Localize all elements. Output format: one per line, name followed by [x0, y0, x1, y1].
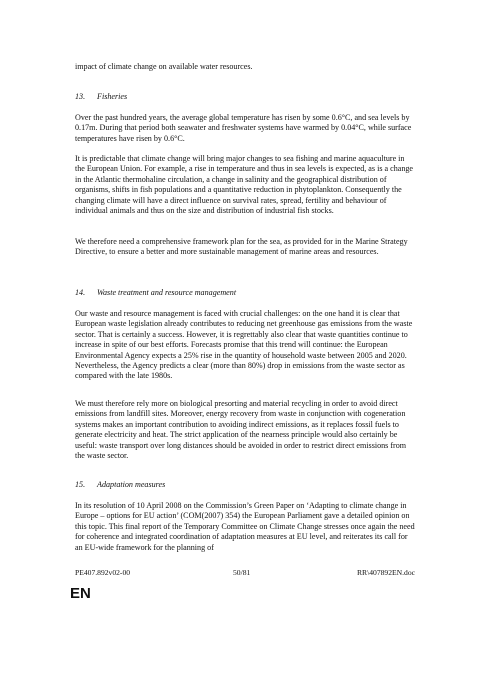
footer-document-reference: PE407.892v02-00: [75, 568, 131, 577]
section-title: Fisheries: [97, 92, 128, 101]
section-heading-waste: [75, 288, 415, 298]
language-code: EN: [70, 585, 91, 602]
paragraph: In its resolution of 10 April 2008 on the Commission’s Green Paper on ‘Adapting to climate change in Europe – options for EU action’ (COM(2007) 354) the European Parliament gave a detailed opinion on this topic. This final report of the Temporary Committee on Climate Change stresses once again the need for coherence and integrated coordination of adaptation measures at EU level, and reiterates its call for an EU-wide framework for the planning of: [75, 501, 415, 552]
section-title: Adaptation measures: [97, 480, 166, 489]
paragraph: It is predictable that climate change will bring major changes to sea fishing and marine aquaculture in the European Union. For example, a rise in temperature and thus in sea levels is expected, as is a change in the Atlantic thermohaline circulation, a change in salinity and the geographical distribution of organisms, shifts in fish populations and a quantitative reduction in phytoplankton. Consequently the changing climate will have a direct influence on survival rates, spread, fertility and behaviour of individual animals and thus on the size and distribution of industrial fish stocks.: [75, 154, 414, 216]
footer-page-number: 50/81: [233, 568, 251, 577]
paragraph: We therefore need a comprehensive framework plan for the sea, as provided for in the Marine Strategy Directive, to ensure a better and more sustainable management of marine areas and resources.: [75, 237, 408, 257]
paragraph: Over the past hundred years, the average global temperature has risen by some 0.6°C, and sea levels by 0.17m. During that period both seawater and freshwater systems have warmed by 0.04°C, while surface temperatures have risen by 0.6°C.: [75, 113, 412, 143]
page-footer: [75, 568, 415, 578]
section-title: Waste treatment and resource management: [97, 288, 237, 297]
section-number: 14.: [75, 288, 86, 297]
section-number: 13.: [75, 92, 86, 101]
paragraph: Our waste and resource management is faced with crucial challenges: on the one hand it is clear that European waste legislation already contributes to reducing net greenhouse gas emissions from the waste sector. That is certainly a success. However, it is regrettably also clear that waste quantities continue to increase in spite of our best efforts. Forecasts promise that this trend will continue: the European Environmental Agency expects a 25% rise in the quantity of household waste between 2005 and 2020. Nevertheless, the Agency predicts a clear (more than 80%) drop in emissions from the waste sector as compared with the late 1980s.: [75, 309, 413, 381]
section-number: 15.: [75, 480, 86, 489]
paragraph: We must therefore rely more on biological presorting and material recycling in order to avoid direct emissions from landfill sites. Moreover, energy recovery from waste in conjunction with cogeneration systems makes an important contribution to avoiding indirect emissions, as it replaces fossil fuels to generate electricity and heat. The strict application of the nearness principle would also certainly be useful: waste transport over long distances should be avoided in order to restrict direct emissions from the waste sector.: [75, 399, 407, 461]
section-heading-fisheries: [75, 92, 415, 102]
continuation-text: impact of climate change on available water resources.: [75, 62, 253, 71]
footer-file-name: RR\407892EN.doc: [356, 568, 415, 577]
section-heading-adaptation: [75, 480, 415, 490]
